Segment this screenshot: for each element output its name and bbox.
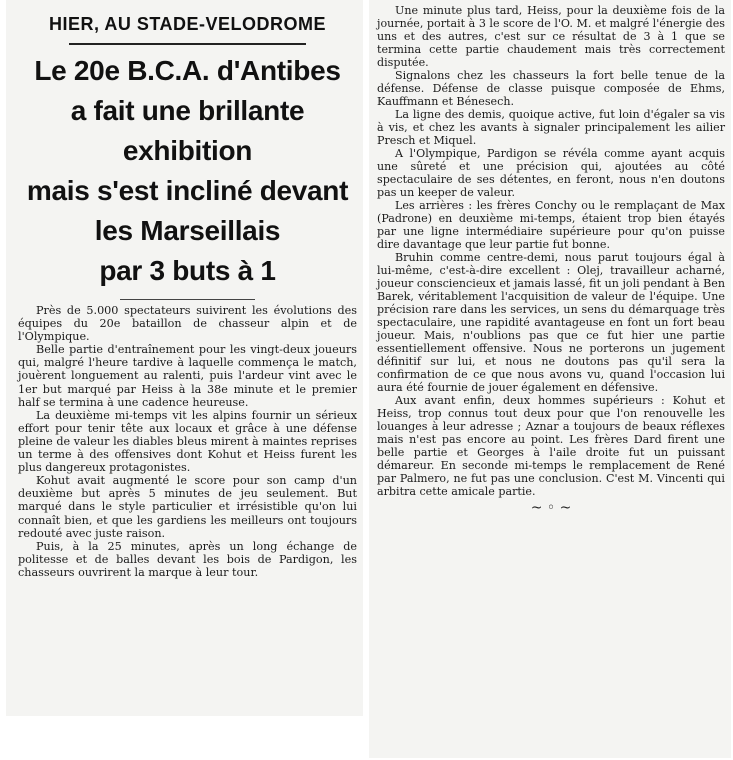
headline-line-5: les Marseillais <box>94 215 281 246</box>
article-headline <box>18 51 357 291</box>
headline-line-2: a fait une brillante <box>70 95 305 126</box>
body-paragraph: La deuxième mi-temps vit les alpins fournir un sérieux effort pour tenir tête aux locaux et grâce à une défense pleine de valeur les diables bleus mirent à maintes reprises un terme à des offensives dont Kohut et Heiss furent les plus dangereux protagonistes. <box>18 408 357 475</box>
kicker-divider <box>69 43 306 45</box>
headline-line-6: par 3 buts à 1 <box>99 255 276 286</box>
body-paragraph: Belle partie d'entraînement pour les vingt-deux joueurs qui, malgré l'heure tardive à laquelle commença le match, jouèrent longuement au ralenti, puis l'ardeur vint avec le 1er but marqué par Heiss à la 38e minute et le premier half se termina à une cadence heureuse. <box>18 343 357 409</box>
body-paragraph: Kohut avait augmenté le score pour son camp d'un deuxième but après 5 minutes de jeu seulement. But marqué dans le style particulier et irrésistible qu'on lui connaît bien, et que les gardiens les meilleurs ont toujours redouté avec juste raison. <box>18 474 357 540</box>
end-flourish: ~ ◦ ~ <box>530 500 572 516</box>
headline-line-1: Le 20e B.C.A. d'Antibes <box>34 55 341 86</box>
body-paragraph: Bruhin comme centre-demi, nous parut toujours égal à lui-même, c'est-à-dire excellent : Olej, travailleur acharné, joueur consciencieux et jamais lassé, fit un joli pendant à Ben Barek, véritablement l'acquisition de valeur de l'équipe. Une précision rare dans les services, un sens du démarquage très spectaculaire, une rapidité avantageuse en font un fort beau joueur. Mais, n'oublions pas que ce fut hier une partie essentiellement offensive. Nous ne porterons un jugement définitif sur lui, et nous ne doutons pas qu'il sera la confirmation de ce que nous avons vu, quand l'occasion lui aura été fournie de jouer également en défensive. <box>377 251 725 394</box>
body-paragraph: A l'Olympique, Pardigon se révéla comme ayant acquis une sûreté et une précision qui, ajoutées au côté spectaculaire de ses détentes, en feront, nous n'en doutons pas un keeper de valeur. <box>377 147 725 199</box>
body-paragraph: Les arrières : les frères Conchy ou le remplaçant de Max (Padrone) en deuxième mi-temps, étaient trop bien étayés par une ligne intermédiaire supérieure pour qu'on puisse dire davantage que leur partie fut bonne. <box>377 199 725 251</box>
headline-line-4: mais s'est incliné devant <box>26 175 349 206</box>
headline-line-3: exhibition <box>122 135 253 166</box>
body-paragraph: La ligne des demis, quoique active, fut loin d'égaler sa vis à vis, et chez les avants à signaler principalement les ailier Presch et Miquel. <box>377 108 725 147</box>
body-paragraph: Aux avant enfin, deux hommes supérieurs : Kohut et Heiss, trop connus tout deux pour que l'on renouvelle les louanges à leur adresse ; Aznar a toujours de beaux réflexes mais n'est pas encore au point. Les frères Dard firent une belle partie et Georges à l'aile droite fut un puissant démareur. En seconde mi-temps le remplacement de René par Palmero, ne fut pas une conclusion. C'est M. Vincenti qui arbitra cette amicale partie. <box>377 394 725 498</box>
article-kicker: HIER, AU STADE-VELODROME <box>48 14 326 34</box>
article-column-left <box>6 0 363 716</box>
body-paragraph: Une minute plus tard, Heiss, pour la deuxième fois de la journée, portait à 3 le score de l'O. M. et malgré l'énergie des uns et des autres, c'est sur ce résultat de 3 à 1 que se termina cette partie chaudement mais très correctement disputée. <box>377 4 725 69</box>
body-paragraph: Signalons chez les chasseurs la fort belle tenue de la défense. Défense de classe puisque composée de Ehms, Kauffmann et Bénesech. <box>377 69 725 108</box>
article-column-right <box>369 0 731 758</box>
body-paragraph: Puis, à la 25 minutes, après un long échange de politesse et de balles devant les bois de Pardigon, les chasseurs ouvrirent la marque à leur tour. <box>18 539 357 579</box>
headline-divider <box>120 299 256 300</box>
body-paragraph: Près de 5.000 spectateurs suivirent les évolutions des équipes du 20e bataillon de chasseur alpin et de l'Olympique. <box>18 304 357 344</box>
